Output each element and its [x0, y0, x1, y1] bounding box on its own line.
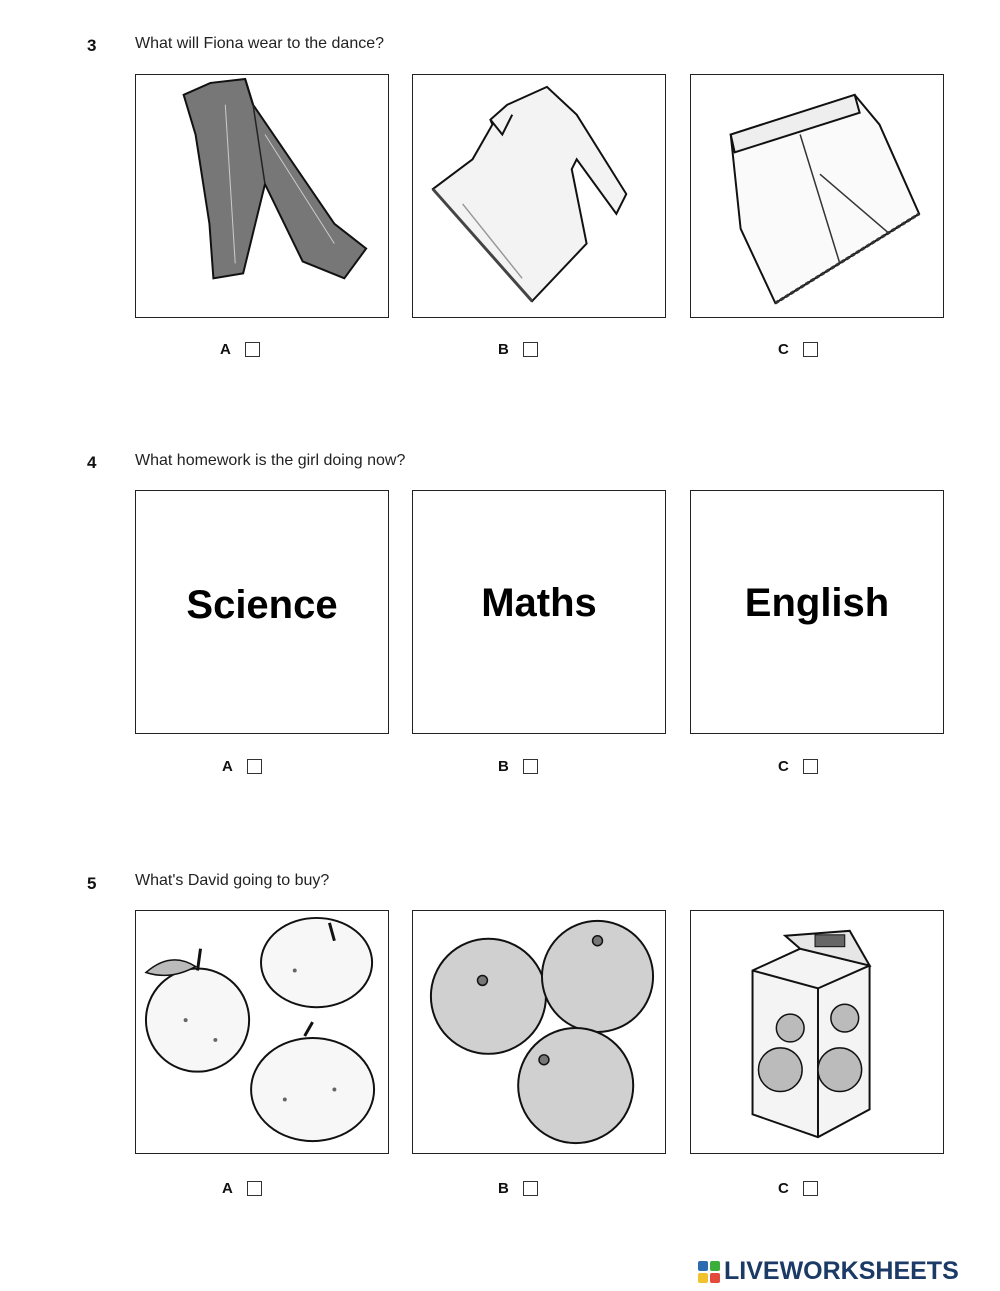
subject-word: English	[744, 581, 890, 625]
option-b-panel	[412, 490, 666, 734]
dress-illustration	[413, 75, 665, 317]
option-a[interactable]	[222, 1180, 262, 1197]
answer-checkbox[interactable]	[247, 759, 262, 774]
option-letter: A	[222, 1180, 233, 1197]
question-text: What will Fiona wear to the dance?	[135, 35, 385, 52]
answer-checkbox[interactable]	[803, 759, 818, 774]
option-a-panel	[135, 490, 389, 734]
option-letter: C	[778, 758, 789, 775]
option-c-panel	[690, 490, 944, 734]
option-c-image-skirt	[690, 74, 944, 318]
option-b[interactable]	[498, 341, 538, 358]
option-a-image-apples	[135, 910, 389, 1154]
subject-word: Science	[186, 583, 338, 627]
answer-checkbox[interactable]	[523, 1181, 538, 1196]
question-number: 4	[87, 453, 97, 472]
option-c[interactable]	[778, 1180, 818, 1197]
option-b-image-oranges	[412, 910, 666, 1154]
option-b-image-dress	[412, 74, 666, 318]
option-letter: C	[778, 341, 789, 358]
skirt-illustration	[691, 75, 943, 317]
question-text: What's David going to buy?	[135, 872, 330, 889]
option-c-image-juice-carton	[690, 910, 944, 1154]
apples-illustration	[136, 911, 388, 1153]
option-letter: B	[498, 758, 509, 775]
option-a-image-trousers	[135, 74, 389, 318]
option-b[interactable]	[498, 758, 538, 775]
option-c[interactable]	[778, 341, 818, 358]
option-letter: A	[220, 341, 231, 358]
answer-checkbox[interactable]	[245, 342, 260, 357]
answer-checkbox[interactable]	[247, 1181, 262, 1196]
answer-checkbox[interactable]	[803, 1181, 818, 1196]
option-letter: C	[778, 1180, 789, 1197]
answer-checkbox[interactable]	[523, 759, 538, 774]
oranges-illustration	[413, 911, 665, 1153]
answer-checkbox[interactable]	[523, 342, 538, 357]
option-b[interactable]	[498, 1180, 538, 1197]
question-text: What homework is the girl doing now?	[135, 452, 406, 469]
logo-grid-icon	[698, 1261, 720, 1283]
question-number: 5	[87, 874, 97, 893]
option-letter: B	[498, 341, 509, 358]
subject-word: Maths	[481, 581, 597, 625]
logo-text: LIVEWORKSHEETS	[724, 1257, 959, 1285]
option-letter: B	[498, 1180, 509, 1197]
question-number: 3	[87, 36, 97, 55]
option-a[interactable]	[222, 758, 262, 775]
juice-carton-illustration	[691, 911, 943, 1153]
trousers-illustration	[136, 75, 388, 317]
option-c[interactable]	[778, 758, 818, 775]
option-letter: A	[222, 758, 233, 775]
liveworksheets-logo	[698, 1257, 959, 1286]
option-a[interactable]	[220, 341, 260, 358]
answer-checkbox[interactable]	[803, 342, 818, 357]
